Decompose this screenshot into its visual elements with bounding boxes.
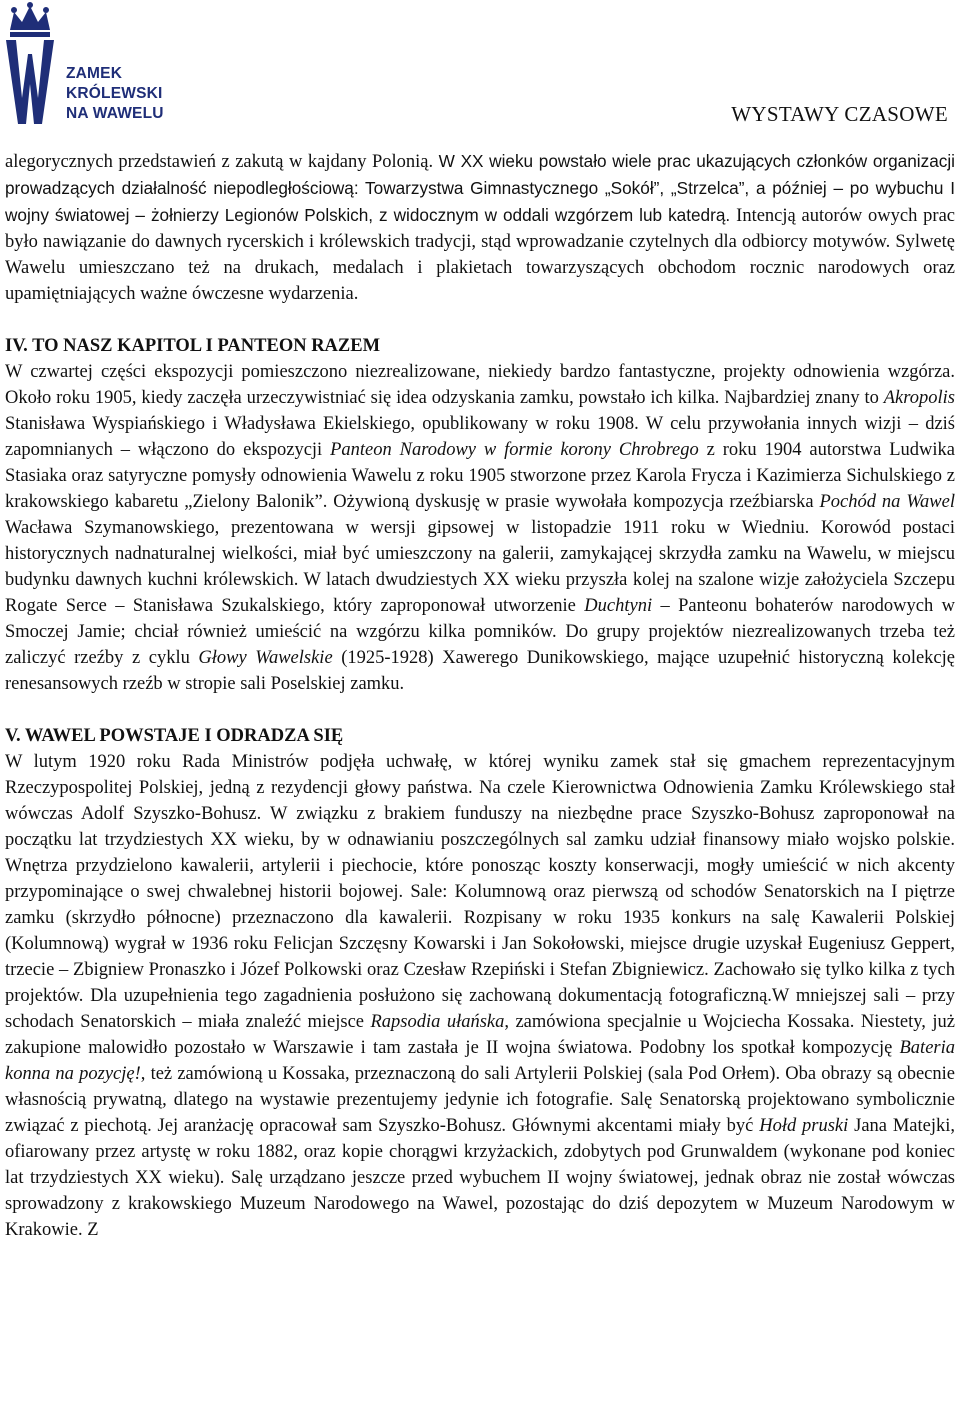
section-title: WYSTAWY CZASOWE xyxy=(731,102,948,126)
spacer xyxy=(5,307,955,333)
text-run: Intencją autorów owych prac było nawiązanie do dawnych rycerskich i królewskich tradycji, stąd wprowadzanie czytelnych dla odbiorcy motywów. Sylwetę Wawelu umieszczano też na drukach, medalach i plakietach towarzyszących obchodom rocznic narodowych oraz upamiętniających ważne ówczesne wydarzenia. xyxy=(5,206,955,304)
text-run: (1925-1928) Xawerego Dunikowskiego, mające uzupełnić historyczną kolekcję renesansowych rzeźb w stropie sali Poselskiej zamku. xyxy=(5,648,955,694)
logo-wordmark xyxy=(66,64,164,124)
logo-line: ZAMEK xyxy=(66,65,123,82)
italic-title: Duchtyni xyxy=(584,596,653,616)
spacer xyxy=(5,697,955,723)
italic-title: Hołd pruski xyxy=(759,1116,849,1136)
document-body xyxy=(5,148,955,1243)
text-run: , też zamówioną u Kossaka, przeznaczoną do sali Artylerii Polskiej (sala Pod Orłem). Oba obrazy są obecnie własnością prywatną, dlatego na wystawie prezentujemy jedynie ich fotografie. Salę Senatorską projektowano symbolicznie związać z piechotą. Jej aranżację opracował sam Szyszko-Bohusz. Głównymi akcentami miały być xyxy=(5,1064,955,1136)
section-heading-v: V. WAWEL POWSTAJE I ODRADZA SIĘ xyxy=(5,726,344,746)
text-run: W czwartej części ekspozycji pomieszczono niezrealizowane, niekiedy bardzo fantastyczne, projekty odnowienia wzgórza. Około roku 1905, kiedy zaczęła urzeczywistniać się idea odzyskania zamku, powstało ich kilka. Najbardziej znany to xyxy=(5,362,955,408)
text-run: W lutym 1920 roku Rada Ministrów podjęła uchwałę, w której wyniku zamek stał się gmachem reprezentacyjnym Rzeczypospolitej Polskiej, jedną z rezydencji głowy państwa. Na czele Kierownictwa Odnowienia Zamku Królewskiego stał wówczas Adolf Szyszko-Bohusz. W związku z brakiem funduszy na niezbędne prace Szyszko-Bohusz zaproponował na początku lat trzydziestych XX wieku, by w odnawianiu poszczególnych sal zamku udział finansowy miało wojsko polskie. Wnętrza przydzielono kawalerii, artylerii i piechocie, które ponosząc koszty konserwacji, mogły umieścić w nich akcenty przypominające o swej chwalebnej historii bojowej. Sale: Kolumnową oraz pierwszą od schodów Senatorskich na I piętrze zamku (skrzydło północne) przeznaczono dla kawalerii. Rozpisany w roku 1935 konkurs na salę Kawalerii Polskiej (Kolumnową) wygrał w 1936 roku Felicjan Szczęsny Kowarski i Jan Sokołowski, miejsce drugie uzyskał Eugeniusz Geppert, trzecie – Zbigniew Pronaszko i Józef Polkowski oraz Czesław Rzepiński i Stefan Zbigniewicz. Zachowało się tylko kilka z tych projektów. Dla uzupełnienia tego zagadnienia posłużono się zachowaną dokumentacją fotograficzną.W mniejszej sali – przy schodach Senatorskich – miała znaleźć miejsce xyxy=(5,752,955,1032)
paragraph-section-iv xyxy=(5,359,955,697)
zamek-krolewski-logo xyxy=(4,2,194,127)
italic-title: Rapsodia ułańska xyxy=(370,1012,505,1032)
logo-line: KRÓLEWSKI xyxy=(66,85,163,102)
page-header xyxy=(0,0,960,140)
italic-title: Panteon Narodowy w formie korony Chrobrego xyxy=(330,440,699,460)
italic-title: Bateria konna na pozycję! xyxy=(5,1038,955,1084)
text-run: Wacława Szymanowskiego, prezentowana w wersji gipsowej w listopadzie 1911 roku w Wiedniu. Korowód postaci historycznych nadnaturalnej wielkości, miał być umieszczony na galerii, zamykającej skrzydła zamku na Wawelu, w miejscu budynku dawnych kuchni królewskich. W latach dwudziestych XX wieku przyszła kolej na szalone wizje założyciela Szczepu Rogate Serce – Stanisława Szukalskiego, który zaproponował utworzenie xyxy=(5,518,955,616)
text-run: , zamówiona specjalnie u Wojciecha Kossaka. Niestety, już zakupione malowidło pozostało w Warszawie i tam zastała je II wojna światowa. Podobny los spotkał kompozycję xyxy=(5,1012,955,1058)
paragraph-section-v xyxy=(5,749,955,1243)
text-run: alegorycznych przedstawień z zakutą w kajdany Polonią. xyxy=(5,152,439,172)
text-run: Jana Matejki, ofiarowany przez artystę w roku 1882, oraz kopie chorągwi krzyżackich, zdobytych pod Grunwaldem (wykonane pod koniec lat trzydziestych XX wieku). Salę urządzano jeszcze przed wybuchem II wojny światowej, jednak obraz nie został wówczas sprowadzony z krakowskiego Muzeum Narodowego na Wawel, pozostając do dziś depozytem w Muzeum Narodowym w Krakowie. Z xyxy=(5,1116,955,1240)
italic-title: Pochód na Wawel xyxy=(819,492,955,512)
text-run: – Panteonu bohaterów narodowych w Smoczej Jamie; chciał również umieścić na wzgórzu kilka pomników. Do grupy projektów niezrealizowanych trzeba też zaliczyć rzeźby z cyklu xyxy=(5,596,955,668)
crown-w-emblem-icon xyxy=(4,2,66,127)
text-run: z roku 1904 autorstwa Ludwika Stasiaka oraz satyryczne pomysły odnowienia Wawelu z roku 1905 stworzone przez Karola Frycza i Kazimierza Sichulskiego z krakowskiego kabaretu „Zielony Balonik”. Ożywioną dyskusję w prasie wywołała kompozycja rzeźbiarska xyxy=(5,440,955,512)
text-run: W XX wieku powstało wiele prac ukazujących członków organizacji prowadzących działalność niepodległościową: Towarzystwa Gimnastycznego „Sokół”, „Strzelca”, a później – po wybuchu I wojny światowej – żołnierzy Legionów Polskich, z widocznym w oddali wzgórzem lub katedrą. xyxy=(5,151,956,225)
italic-title: Akropolis xyxy=(883,388,955,408)
logo-line: NA WAWELU xyxy=(66,105,164,122)
section-heading-iv: IV. TO NASZ KAPITOL I PANTEON RAZEM xyxy=(5,336,381,356)
text-run: Stanisława Wyspiańskiego i Władysława Ekielskiego, opublikowany w roku 1908. W celu przywołania innych wizji – dziś zapomnianych – włączono do ekspozycji xyxy=(5,414,955,460)
italic-title: Głowy Wawelskie xyxy=(198,648,333,668)
paragraph-intro xyxy=(5,148,955,307)
